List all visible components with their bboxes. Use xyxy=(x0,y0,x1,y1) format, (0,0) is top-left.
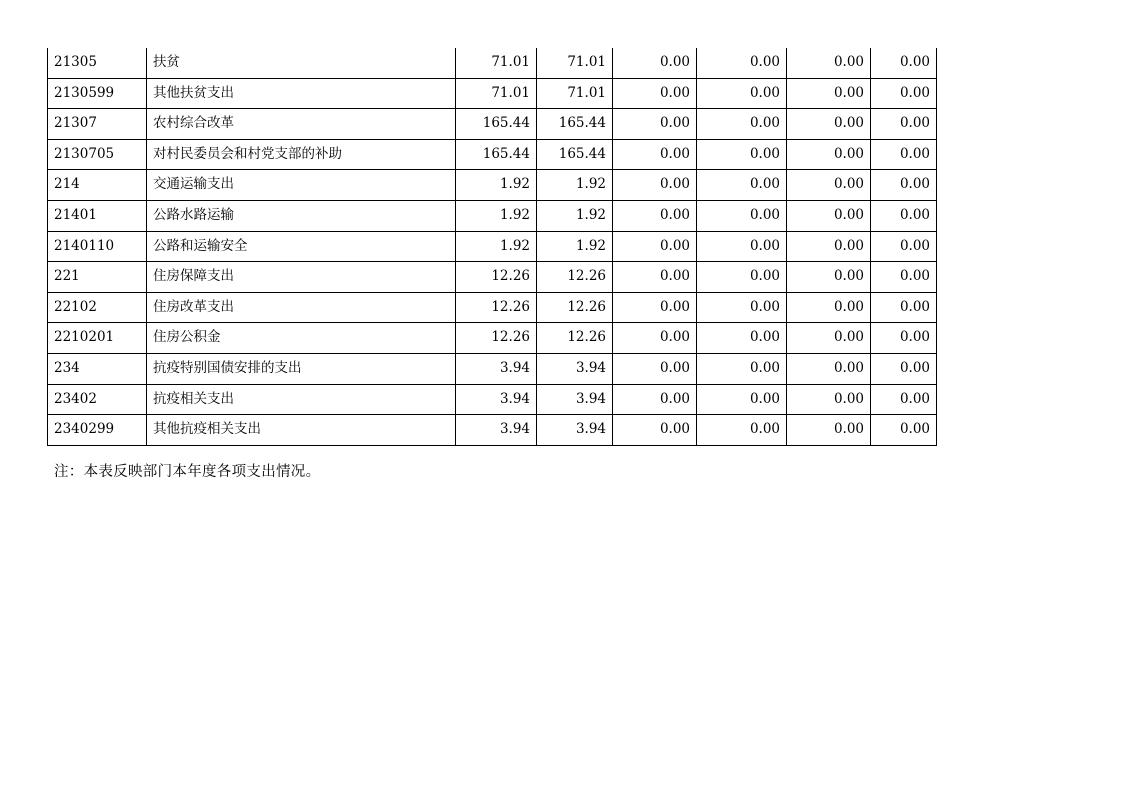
subject-name-cell: 抗疫相关支出 xyxy=(147,384,456,415)
amount-cell: 0.00 xyxy=(871,353,937,384)
subject-code-cell: 21401 xyxy=(48,200,147,231)
amount-cell: 0.00 xyxy=(871,384,937,415)
amount-cell: 0.00 xyxy=(697,78,787,109)
subject-name-cell: 公路水路运输 xyxy=(147,200,456,231)
table-row xyxy=(48,353,937,384)
amount-cell: 71.01 xyxy=(456,78,537,109)
subject-code-cell: 23402 xyxy=(48,384,147,415)
subject-code-cell: 2130599 xyxy=(48,78,147,109)
amount-cell: 0.00 xyxy=(787,323,871,354)
amount-cell: 0.00 xyxy=(697,384,787,415)
amount-cell: 0.00 xyxy=(613,109,697,140)
amount-cell: 0.00 xyxy=(871,292,937,323)
amount-cell: 1.92 xyxy=(456,231,537,262)
table-row xyxy=(48,48,937,78)
amount-cell: 0.00 xyxy=(613,323,697,354)
subject-name-cell: 其他扶贫支出 xyxy=(147,78,456,109)
amount-cell: 0.00 xyxy=(871,231,937,262)
subject-name-cell: 农村综合改革 xyxy=(147,109,456,140)
amount-cell: 0.00 xyxy=(613,78,697,109)
amount-cell: 0.00 xyxy=(613,139,697,170)
amount-cell: 12.26 xyxy=(456,292,537,323)
subject-name-cell: 住房保障支出 xyxy=(147,262,456,293)
amount-cell: 0.00 xyxy=(697,200,787,231)
subject-name-cell: 抗疫特别国债安排的支出 xyxy=(147,353,456,384)
amount-cell: 0.00 xyxy=(787,292,871,323)
amount-cell: 3.94 xyxy=(537,415,613,446)
amount-cell: 0.00 xyxy=(613,200,697,231)
amount-cell: 0.00 xyxy=(787,262,871,293)
table-note: 注：本表反映部门本年度各项支出情况。 xyxy=(54,464,321,480)
amount-cell: 0.00 xyxy=(697,262,787,293)
amount-cell: 0.00 xyxy=(697,139,787,170)
expenditure-table xyxy=(47,48,937,446)
subject-name-cell: 其他抗疫相关支出 xyxy=(147,415,456,446)
amount-cell: 165.44 xyxy=(456,109,537,140)
amount-cell: 0.00 xyxy=(871,323,937,354)
amount-cell: 0.00 xyxy=(697,415,787,446)
amount-cell: 0.00 xyxy=(787,139,871,170)
subject-code-cell: 2210201 xyxy=(48,323,147,354)
subject-code-cell: 2140110 xyxy=(48,231,147,262)
subject-code-cell: 22102 xyxy=(48,292,147,323)
amount-cell: 0.00 xyxy=(697,292,787,323)
amount-cell: 0.00 xyxy=(871,48,937,78)
table-row xyxy=(48,200,937,231)
subject-code-cell: 214 xyxy=(48,170,147,201)
amount-cell: 0.00 xyxy=(787,48,871,78)
amount-cell: 3.94 xyxy=(537,353,613,384)
amount-cell: 0.00 xyxy=(697,170,787,201)
amount-cell: 0.00 xyxy=(871,109,937,140)
table-row xyxy=(48,170,937,201)
amount-cell: 0.00 xyxy=(613,170,697,201)
subject-code-cell: 2130705 xyxy=(48,139,147,170)
amount-cell: 0.00 xyxy=(697,353,787,384)
amount-cell: 0.00 xyxy=(613,292,697,323)
amount-cell: 0.00 xyxy=(871,262,937,293)
amount-cell: 71.01 xyxy=(456,48,537,78)
amount-cell: 0.00 xyxy=(787,170,871,201)
amount-cell: 0.00 xyxy=(871,78,937,109)
subject-name-cell: 对村民委员会和村党支部的补助 xyxy=(147,139,456,170)
amount-cell: 3.94 xyxy=(456,415,537,446)
subject-name-cell: 住房改革支出 xyxy=(147,292,456,323)
subject-code-cell: 221 xyxy=(48,262,147,293)
amount-cell: 1.92 xyxy=(456,200,537,231)
amount-cell: 0.00 xyxy=(871,139,937,170)
subject-code-cell: 21305 xyxy=(48,48,147,78)
amount-cell: 0.00 xyxy=(871,200,937,231)
amount-cell: 0.00 xyxy=(613,48,697,78)
subject-name-cell: 扶贫 xyxy=(147,48,456,78)
table-row xyxy=(48,78,937,109)
subject-code-cell: 2340299 xyxy=(48,415,147,446)
amount-cell: 12.26 xyxy=(537,323,613,354)
amount-cell: 0.00 xyxy=(787,415,871,446)
amount-cell: 0.00 xyxy=(787,231,871,262)
amount-cell: 12.26 xyxy=(537,262,613,293)
amount-cell: 12.26 xyxy=(456,262,537,293)
amount-cell: 12.26 xyxy=(537,292,613,323)
amount-cell: 1.92 xyxy=(456,170,537,201)
amount-cell: 0.00 xyxy=(613,262,697,293)
amount-cell: 0.00 xyxy=(697,48,787,78)
subject-name-cell: 交通运输支出 xyxy=(147,170,456,201)
subject-name-cell: 住房公积金 xyxy=(147,323,456,354)
amount-cell: 1.92 xyxy=(537,200,613,231)
amount-cell: 0.00 xyxy=(613,353,697,384)
table-row xyxy=(48,231,937,262)
amount-cell: 0.00 xyxy=(613,415,697,446)
amount-cell: 0.00 xyxy=(697,109,787,140)
amount-cell: 12.26 xyxy=(456,323,537,354)
table-row xyxy=(48,384,937,415)
table-row xyxy=(48,109,937,140)
amount-cell: 0.00 xyxy=(871,170,937,201)
amount-cell: 0.00 xyxy=(787,353,871,384)
amount-cell: 3.94 xyxy=(537,384,613,415)
subject-code-cell: 234 xyxy=(48,353,147,384)
amount-cell: 1.92 xyxy=(537,170,613,201)
amount-cell: 3.94 xyxy=(456,384,537,415)
amount-cell: 0.00 xyxy=(787,200,871,231)
amount-cell: 0.00 xyxy=(787,109,871,140)
amount-cell: 0.00 xyxy=(613,231,697,262)
amount-cell: 71.01 xyxy=(537,78,613,109)
amount-cell: 1.92 xyxy=(537,231,613,262)
amount-cell: 0.00 xyxy=(697,323,787,354)
table-row xyxy=(48,415,937,446)
subject-name-cell: 公路和运输安全 xyxy=(147,231,456,262)
amount-cell: 71.01 xyxy=(537,48,613,78)
amount-cell: 165.44 xyxy=(537,139,613,170)
table-row xyxy=(48,262,937,293)
table-row xyxy=(48,292,937,323)
amount-cell: 0.00 xyxy=(613,384,697,415)
amount-cell: 0.00 xyxy=(697,231,787,262)
amount-cell: 165.44 xyxy=(537,109,613,140)
amount-cell: 3.94 xyxy=(456,353,537,384)
table-body xyxy=(48,48,937,445)
table-row xyxy=(48,139,937,170)
subject-code-cell: 21307 xyxy=(48,109,147,140)
table-row xyxy=(48,323,937,354)
amount-cell: 0.00 xyxy=(787,384,871,415)
amount-cell: 0.00 xyxy=(871,415,937,446)
amount-cell: 165.44 xyxy=(456,139,537,170)
amount-cell: 0.00 xyxy=(787,78,871,109)
